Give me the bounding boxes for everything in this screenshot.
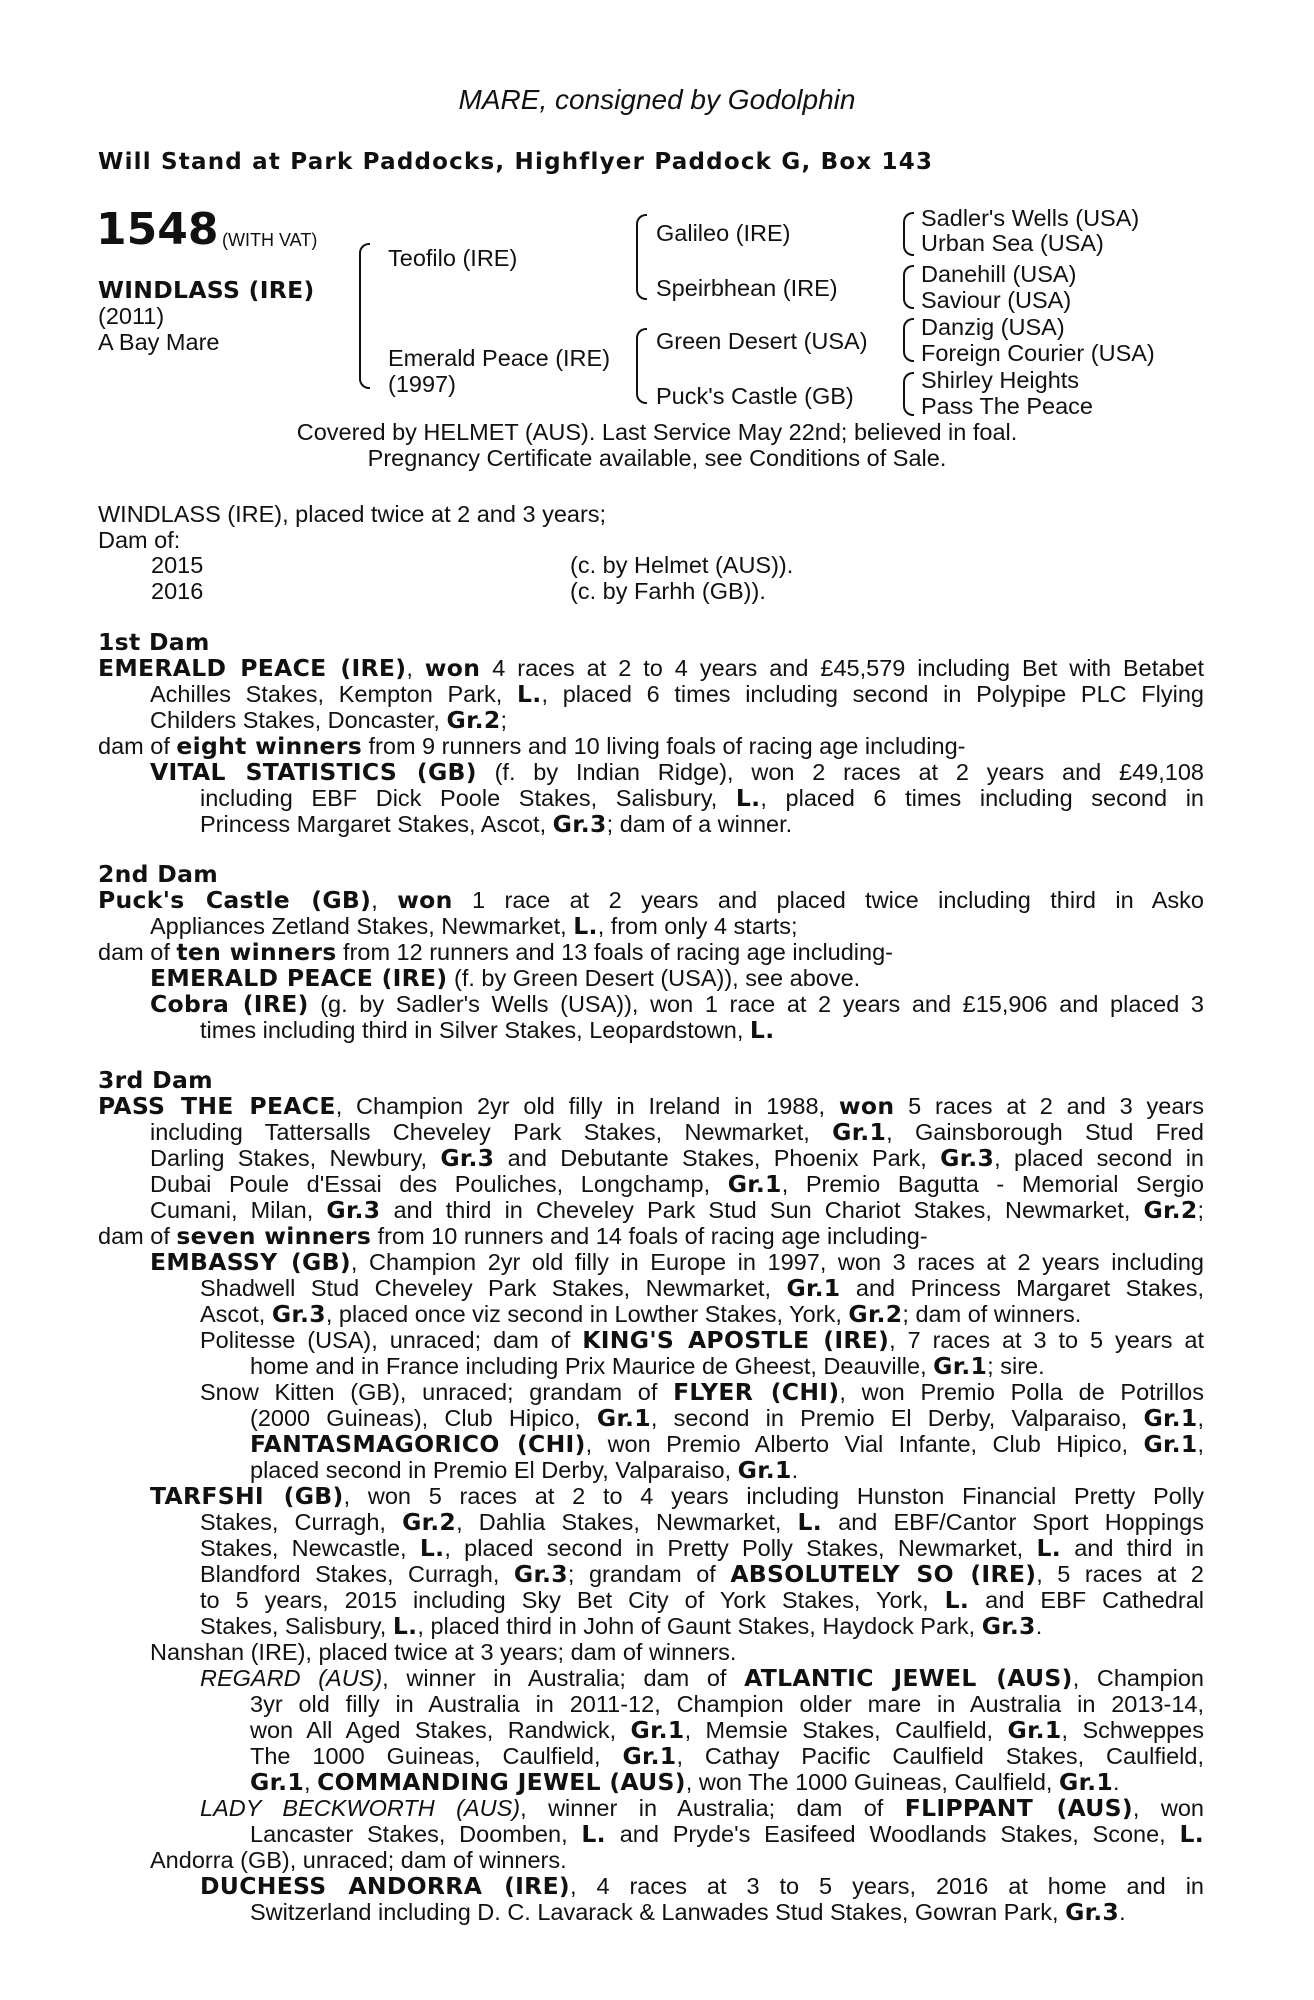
pregnancy-note: Pregnancy Certificate available, see Conditions of Sale. [367,445,947,471]
text-line: home and in France including Prix Maurice de Gheest, Deauville, Gr.1; sire. [250,1352,1045,1380]
text-line: EMBASSY (GB), Champion 2yr old filly in Europe in 1997, won 3 races at 2 years including [150,1248,1205,1276]
text-line: dam of ten winners from 12 runners and 13 foals of racing age including- [98,938,893,966]
horse-name-bold: KING'S APOSTLE (IRE) [582,1326,890,1354]
dam-of-label: Dam of: [98,527,181,553]
produce-year: 2015 [151,552,204,578]
text-line: Nanshan (IRE), placed twice at 3 years; dam of winners. [150,1639,737,1665]
pedigree-brace [636,214,647,300]
text-line: Puck's Castle (GB), won 1 race at 2 years and placed twice including third in Asko [98,886,1205,914]
pedigree-dam: Emerald Peace (IRE) [388,345,611,371]
text-line: placed second in Premio El Derby, Valparaiso, Gr.1. [250,1456,799,1484]
text-line: Switzerland including D. C. Lavarack & Lanwades Stud Stakes, Gowran Park, Gr.3. [250,1898,1126,1926]
text-line: REGARD (AUS), winner in Australia; dam of ATLANTIC JEWEL (AUS), Champion [200,1664,1204,1692]
section-heading: 3rd Dam [98,1066,213,1094]
text-line: Blandford Stakes, Curragh, Gr.3; grandam of ABSOLUTELY SO (IRE), 5 races at 2 [200,1560,1204,1588]
pedigree-sire: Teofilo (IRE) [388,245,518,271]
stand-location: Will Stand at Park Paddocks, Highflyer Paddock G, Box 143 [98,149,934,175]
pedigree-brace [903,212,914,256]
pedigree-g3-2: Urban Sea (USA) [921,230,1104,256]
text-line: FANTASMAGORICO (CHI), won Premio Alberto Vial Infante, Club Hipico, Gr.1, [250,1430,1205,1458]
text-line: Shadwell Stud Cheveley Park Stakes, Newmarket, Gr.1 and Princess Margaret Stakes, [200,1274,1205,1302]
horse-name-bold: COMMANDING JEWEL (AUS) [317,1768,686,1796]
text-line: dam of seven winners from 10 runners and 14 foals of racing age including- [98,1222,928,1250]
horse-name-bold: FANTASMAGORICO (CHI) [250,1430,586,1458]
horse-name-bold: ATLANTIC JEWEL (AUS) [744,1664,1073,1692]
text-line: Andorra (GB), unraced; dam of winners. [150,1847,567,1873]
text-line: Ascot, Gr.3, placed once viz second in Lowther Stakes, York, Gr.2; dam of winners. [200,1300,1082,1328]
pedigree-g3-3: Danehill (USA) [921,261,1077,287]
text-line: DUCHESS ANDORRA (IRE), 4 races at 3 to 5 years, 2016 at home and in [200,1872,1205,1900]
pedigree-brace [359,243,370,389]
text-line: Achilles Stakes, Kempton Park, L., placed 6 times including second in Polypipe PLC Flying [150,680,1204,708]
horse-name-bold: Puck's Castle (GB) [98,886,372,914]
pedigree-brace [636,328,647,404]
text-line: EMERALD PEACE (IRE), won 4 races at 2 to 4 years and £45,579 including Bet with Betabet [98,654,1204,682]
pedigree-g3-1: Sadler's Wells (USA) [921,205,1140,231]
text-line: Stakes, Newcastle, L., placed second in Pretty Polly Stakes, Newmarket, L. and third in [200,1534,1205,1562]
text-line: Cumani, Milan, Gr.3 and third in Cheveley Park Stud Sun Chariot Stakes, Newmarket, Gr.2; [150,1196,1205,1224]
text-line: VITAL STATISTICS (GB) (f. by Indian Ridge), won 2 races at 2 years and £49,108 [150,758,1204,786]
pedigree-brace [903,318,914,362]
won-label: won [424,654,481,682]
vat-note: (WITH VAT) [222,230,318,250]
text-line: Appliances Zetland Stakes, Newmarket, L., from only 4 starts; [150,912,798,940]
horse-name-bold: VITAL STATISTICS (GB) [150,758,477,786]
horse-name-bold: EMERALD PEACE (IRE) [150,964,448,992]
pedigree-dam-dam: Puck's Castle (GB) [656,383,854,409]
pedigree-brace [903,265,914,309]
text-line: dam of eight winners from 9 runners and 10 living foals of racing age including- [98,732,966,760]
pedigree-g3-5: Danzig (USA) [921,314,1065,340]
text-line: Princess Margaret Stakes, Ascot, Gr.3; dam of a winner. [200,810,793,838]
pedigree-g3-7: Shirley Heights [921,367,1080,393]
text-line: including EBF Dick Poole Stakes, Salisbury, L., placed 6 times including second in [200,784,1204,812]
section-heading: 1st Dam [98,628,210,656]
text-line: (2000 Guineas), Club Hipico, Gr.1, second in Premio El Derby, Valparaiso, Gr.1, [250,1404,1205,1432]
produce-year: 2016 [151,578,204,604]
horse-name: WINDLASS (IRE) [98,276,315,304]
text-line: won All Aged Stakes, Randwick, Gr.1, Memsie Stakes, Caulfield, Gr.1, Schweppes [250,1716,1204,1744]
horse-name-bold: EMERALD PEACE (IRE) [98,654,407,682]
text-line: to 5 years, 2015 including Sky Bet City of York Stakes, York, L. and EBF Cathedral [200,1586,1204,1614]
horse-description: A Bay Mare [98,329,220,355]
text-line: Gr.1, COMMANDING JEWEL (AUS), won The 1000 Guineas, Caulfield, Gr.1. [250,1768,1120,1796]
horse-name-bold: ABSOLUTELY SO (IRE) [730,1560,1037,1588]
horse-name-bold: FLYER (CHI) [673,1378,840,1406]
text-line: 3yr old filly in Australia in 2011-12, Champion older mare in Australia in 2013-14, [250,1691,1204,1717]
text-line: EMERALD PEACE (IRE) (f. by Green Desert (USA)), see above. [150,964,861,992]
pedigree-brace [903,372,914,416]
pedigree-g3-6: Foreign Courier (USA) [921,340,1155,366]
horse-name-bold: DUCHESS ANDORRA (IRE) [200,1872,570,1900]
text-line: LADY BECKWORTH (AUS), winner in Australia; dam of FLIPPANT (AUS), won [200,1794,1204,1822]
pedigree-sire-sire: Galileo (IRE) [656,220,791,246]
section-heading: 2nd Dam [98,860,219,888]
pedigree-dam-sire: Green Desert (USA) [656,328,868,354]
text-line: Stakes, Salisbury, L., placed third in John of Gaunt Stakes, Haydock Park, Gr.3. [200,1612,1043,1640]
pedigree-g3-8: Pass The Peace [921,393,1094,419]
text-line: Darling Stakes, Newbury, Gr.3 and Debutante Stakes, Phoenix Park, Gr.3, placed second in [150,1144,1204,1172]
horse-name-bold: PASS THE PEACE [98,1092,336,1120]
produce-detail: (c. by Helmet (AUS)). [570,552,794,578]
text-line: Snow Kitten (GB), unraced; grandam of FLYER (CHI), won Premio Polla de Potrillos [200,1378,1204,1406]
text-line: Dubai Poule d'Essai des Pouliches, Longchamp, Gr.1, Premio Bagutta - Memorial Sergio [150,1170,1204,1198]
pedigree-sire-dam: Speirbhean (IRE) [656,275,838,301]
horse-summary: WINDLASS (IRE), placed twice at 2 and 3 years; [98,501,607,527]
pedigree-dam-year: (1997) [388,371,456,397]
covering-note: Covered by HELMET (AUS). Last Service May 22nd; believed in foal. [296,419,1018,445]
text-line: Politesse (USA), unraced; dam of KING'S APOSTLE (IRE), 7 races at 3 to 5 years at [200,1326,1204,1354]
text-line: The 1000 Guineas, Caulfield, Gr.1, Cathay Pacific Caulfield Stakes, Caulfield, [250,1742,1204,1770]
text-line: Childers Stakes, Doncaster, Gr.2; [150,706,508,734]
produce-detail: (c. by Farhh (GB)). [570,578,766,604]
text-line: PASS THE PEACE, Champion 2yr old filly in Ireland in 1988, won 5 races at 2 and 3 years [98,1092,1204,1120]
pedigree-g3-4: Saviour (USA) [921,287,1072,313]
foaling-year: (2011) [98,303,165,329]
text-line: Cobra (IRE) (g. by Sadler's Wells (USA)), won 1 race at 2 years and £15,906 and placed 3 [150,990,1204,1018]
text-line: TARFSHI (GB), won 5 races at 2 to 4 years including Hunston Financial Pretty Polly [150,1482,1204,1510]
text-line: Lancaster Stakes, Doomben, L. and Pryde's Easifeed Woodlands Stakes, Scone, L. [250,1820,1204,1848]
lot-number: 1548 [96,204,219,255]
page-subtitle: MARE, consigned by Godolphin [458,84,856,115]
text-line: Stakes, Curragh, Gr.2, Dahlia Stakes, Newmarket, L. and EBF/Cantor Sport Hoppings [200,1508,1204,1536]
horse-name-bold: Cobra (IRE) [150,990,309,1018]
text-line: including Tattersalls Cheveley Park Stakes, Newmarket, Gr.1, Gainsborough Stud Fred [150,1118,1204,1146]
horse-name-bold: TARFSHI (GB) [150,1482,344,1510]
horse-name-bold: FLIPPANT (AUS) [904,1794,1133,1822]
text-line: times including third in Silver Stakes, Leopardstown, L. [200,1016,775,1044]
horse-name-bold: EMBASSY (GB) [150,1248,351,1276]
